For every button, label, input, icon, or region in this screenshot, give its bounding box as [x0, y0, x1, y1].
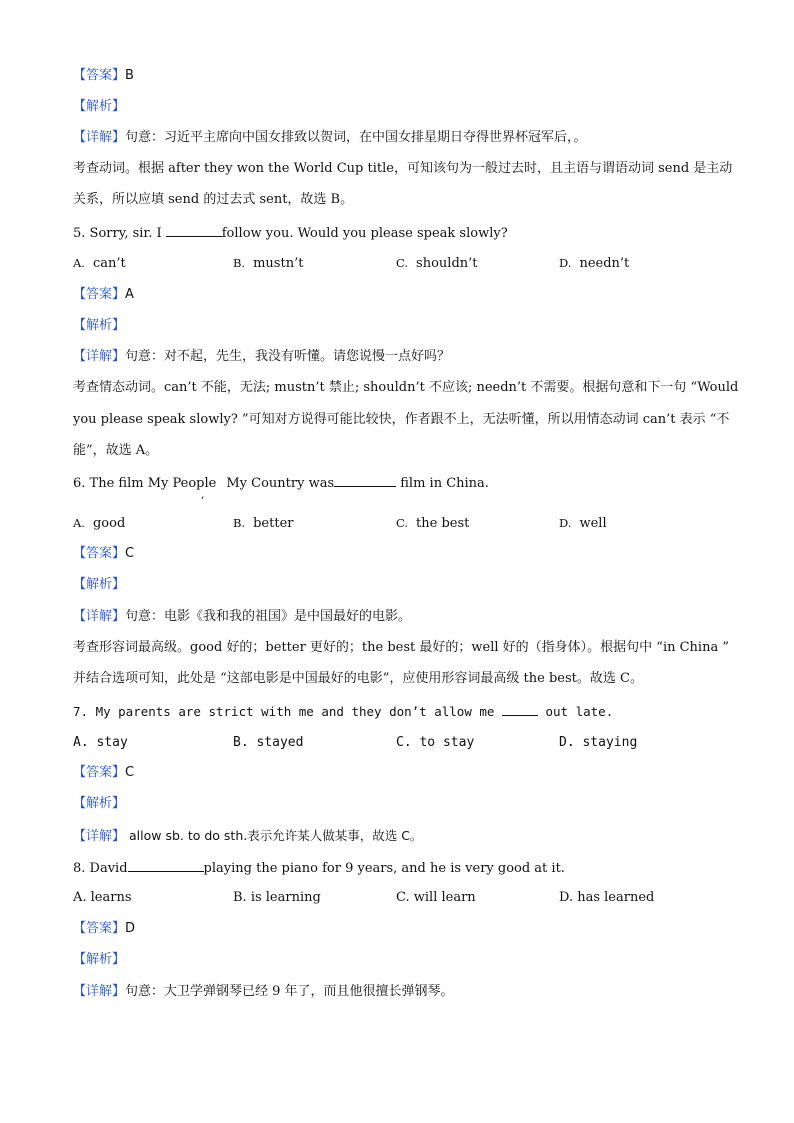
detail-tag: 【详解】: [73, 349, 126, 364]
option-d: D. has learned: [559, 890, 655, 905]
answer-tag: 【答案】: [73, 765, 126, 780]
stem-part: My Country was: [226, 476, 335, 491]
option-b: B. better: [233, 516, 294, 531]
detail-text: 句意：电影《我和我的祖国》是中国最好的电影。: [125, 609, 412, 624]
option-a: A. good: [73, 516, 126, 531]
option-c: C. will learn: [396, 890, 476, 905]
option-d: D. needn’t: [559, 256, 630, 271]
q6-options: [73, 516, 733, 532]
detail-text: 句意：习近平主席向中国女排致以贺词，在中国女排星期日夺得世界杯冠军后，。: [125, 130, 587, 145]
stem-part: out late.: [537, 704, 614, 719]
detail-tag: 【详解】: [73, 130, 126, 145]
q5-analysis-tag: 【解析】: [73, 318, 126, 333]
answer-blank: [502, 703, 538, 716]
answer-tag: 【答案】: [73, 68, 126, 83]
q8-options: [73, 890, 733, 906]
q6-stray-comma: ,: [201, 488, 205, 501]
option-b: B. stayed: [233, 735, 304, 750]
q5-answer: [73, 287, 134, 303]
q6-stem: [73, 474, 489, 492]
q4-explanation-line-1: 考查动词。根据 after they won the World Cup title，可知该句为一般过去时，且主语与谓语动词 send 是主动: [73, 161, 733, 176]
answer-blank: [166, 224, 222, 237]
q4-answer: [73, 68, 134, 84]
stem-part: film in China.: [396, 476, 489, 491]
option-a: A. learns: [73, 890, 132, 905]
stem-part: 5. Sorry, sir. I: [73, 226, 166, 241]
q8-analysis-tag: 【解析】: [73, 952, 126, 967]
option-c: C. to stay: [396, 735, 475, 750]
q5-explanation-line-3: 能”，故选 A。: [73, 443, 159, 458]
answer-value: D: [125, 921, 136, 936]
q7-answer: [73, 765, 134, 781]
answer-value: A: [125, 287, 134, 302]
detail-text: allow sb. to do sth.表示允许某人做某事，故选 C。: [125, 828, 423, 843]
q7-analysis-tag: 【解析】: [73, 796, 126, 811]
q5-options: [73, 256, 733, 272]
option-a: A. can’t: [73, 256, 126, 271]
q6-explanation-line-1: 考查形容词最高级。good 好的；better 更好的；the best 最好的；well 好的（指身体）。根据句中 “in China ”: [73, 640, 729, 655]
option-c: C. the best: [396, 516, 470, 531]
q8-answer: [73, 921, 135, 937]
q4-detail: [73, 130, 587, 146]
q6-answer: [73, 546, 134, 562]
answer-blank: [128, 859, 204, 872]
option-b: B. is learning: [233, 890, 321, 905]
answer-value: C: [125, 765, 135, 780]
stem-part: 6. The film My People: [73, 476, 217, 491]
q7-stem: [73, 703, 613, 720]
q6-analysis-tag: 【解析】: [73, 577, 126, 592]
detail-tag: 【详解】: [73, 984, 126, 999]
q5-explanation-line-2: you please speak slowly? ”可知对方说得可能比较快，作者跟不上，无法听懂，所以用情态动词 can’t 表示 “不: [73, 412, 730, 427]
q4-analysis-tag: 【解析】: [73, 99, 126, 114]
q5-detail: [73, 349, 450, 365]
stem-part: follow you. Would you please speak slowly?: [221, 226, 508, 241]
q5-explanation-line-1: 考查情态动词。can’t 不能，无法; mustn’t 禁止; shouldn’t 不应该; needn’t 不需要。根据句意和下一句 “Would: [73, 380, 739, 395]
detail-tag: 【详解】: [73, 829, 126, 844]
option-c: C. shouldn’t: [396, 256, 478, 271]
option-b: B. mustn’t: [233, 256, 304, 271]
q6-explanation-line-2: 并结合选项可知，此处是 “这部电影是中国最好的电影”，应使用形容词最高级 the best。故选 C。: [73, 671, 643, 686]
detail-text: 句意：大卫学弹钢琴已经 9 年了，而且他很擅长弹钢琴。: [125, 984, 454, 999]
stem-part: 7. My parents are strict with me and they don’t allow me: [73, 704, 502, 719]
stem-part: 8. David: [73, 861, 128, 876]
answer-blank: [334, 474, 396, 487]
q7-options: [73, 735, 733, 751]
q4-explanation-line-2: 关系，所以应填 send 的过去式 sent，故选 B。: [73, 192, 354, 207]
option-a: A. stay: [73, 735, 128, 750]
answer-value: B: [125, 68, 134, 83]
q5-stem: [73, 224, 508, 242]
answer-value: C: [125, 546, 135, 561]
answer-tag: 【答案】: [73, 546, 126, 561]
q8-detail: [73, 984, 454, 1000]
option-d: D. well: [559, 516, 607, 531]
detail-text: 句意：对不起，先生，我没有听懂。请您说慢一点好吗？: [125, 349, 451, 364]
stem-part: playing the piano for 9 years, and he is very good at it.: [203, 861, 565, 876]
answer-tag: 【答案】: [73, 287, 126, 302]
q6-detail: [73, 609, 411, 625]
q7-detail: [73, 828, 422, 845]
option-d: D. staying: [559, 735, 638, 750]
detail-tag: 【详解】: [73, 609, 126, 624]
answer-tag: 【答案】: [73, 921, 126, 936]
q8-stem: [73, 859, 565, 877]
